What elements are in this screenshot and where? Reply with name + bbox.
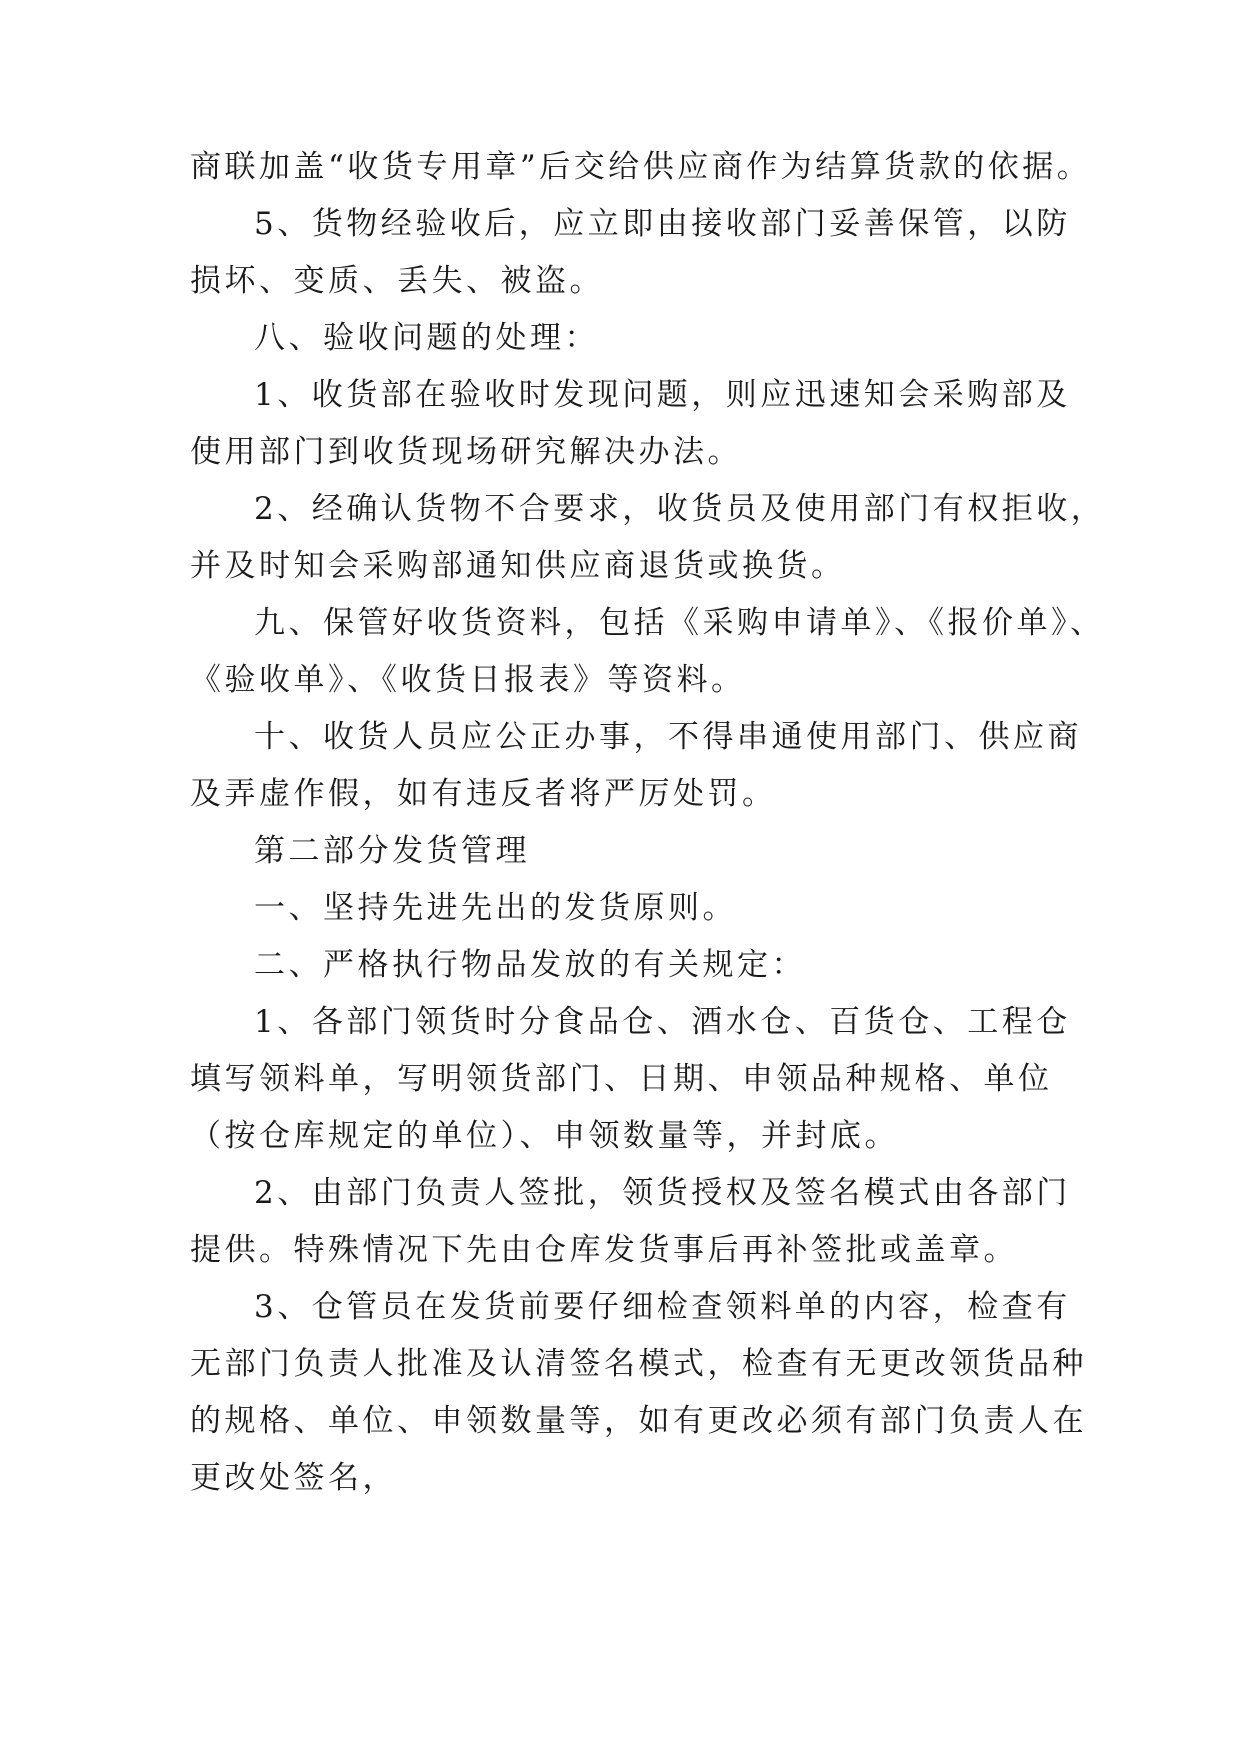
text-line: 《验收单》、《收货日报表》等资料。 [190, 662, 746, 698]
section-heading: 二、严格执行物品发放的有关规定： [254, 947, 806, 983]
text-line: 填写领料单，写明领货部门、日期、申领品种规格、单位 [190, 1061, 1053, 1097]
text-line: 商联加盖“收货专用章”后交给供应商作为结算货款的依据。 [190, 149, 1092, 185]
section-heading: 九、保管好收货资料，包括《采购申请单》、《报价单》、 [254, 605, 1105, 641]
text-line: 及弄虚作假，如有违反者将严厉处罚。 [190, 776, 777, 812]
text-line: 3、仓管员在发货前要仔细检查领料单的内容，检查有 [254, 1289, 1071, 1325]
text-line: 2、经确认货物不合要求，收货员及使用部门有权拒收， [254, 491, 1106, 527]
text-line: 并及时知会采购部通知供应商退货或换货。 [190, 548, 846, 584]
text-line: 5、货物经验收后，应立即由接收部门妥善保管，以防 [254, 206, 1071, 242]
part-heading: 第二部分发货管理 [254, 833, 530, 869]
text-line: 无部门负责人批准及认清签名模式，检查有无更改领货品种 [190, 1346, 1087, 1382]
section-heading: 一、坚持先进先出的发货原则。 [254, 890, 737, 926]
text-line: 提供。特殊情况下先由仓库发货事后再补签批或盖章。 [190, 1232, 1018, 1268]
text-line: 1、收货部在验收时发现问题，则应迅速知会采购部及 [254, 377, 1071, 413]
text-line: 的规格、单位、申领数量等，如有更改必须有部门负责人在 [190, 1403, 1087, 1439]
text-line: 更改处签名， [190, 1460, 397, 1496]
text-line: 使用部门到收货现场研究解决办法。 [190, 434, 742, 470]
text-line: 损坏、变质、丢失、被盗。 [190, 263, 604, 299]
text-line: 1、各部门领货时分食品仓、酒水仓、百货仓、工程仓 [254, 1004, 1071, 1040]
text-line: （按仓库规定的单位）、申领数量等，并封底。 [190, 1118, 899, 1154]
section-heading: 十、收货人员应公正办事，不得串通使用部门、供应商 [254, 719, 1082, 755]
section-heading: 八、验收问题的处理： [254, 320, 599, 356]
text-line: 2、由部门负责人签批，领货授权及签名模式由各部门 [254, 1175, 1071, 1211]
